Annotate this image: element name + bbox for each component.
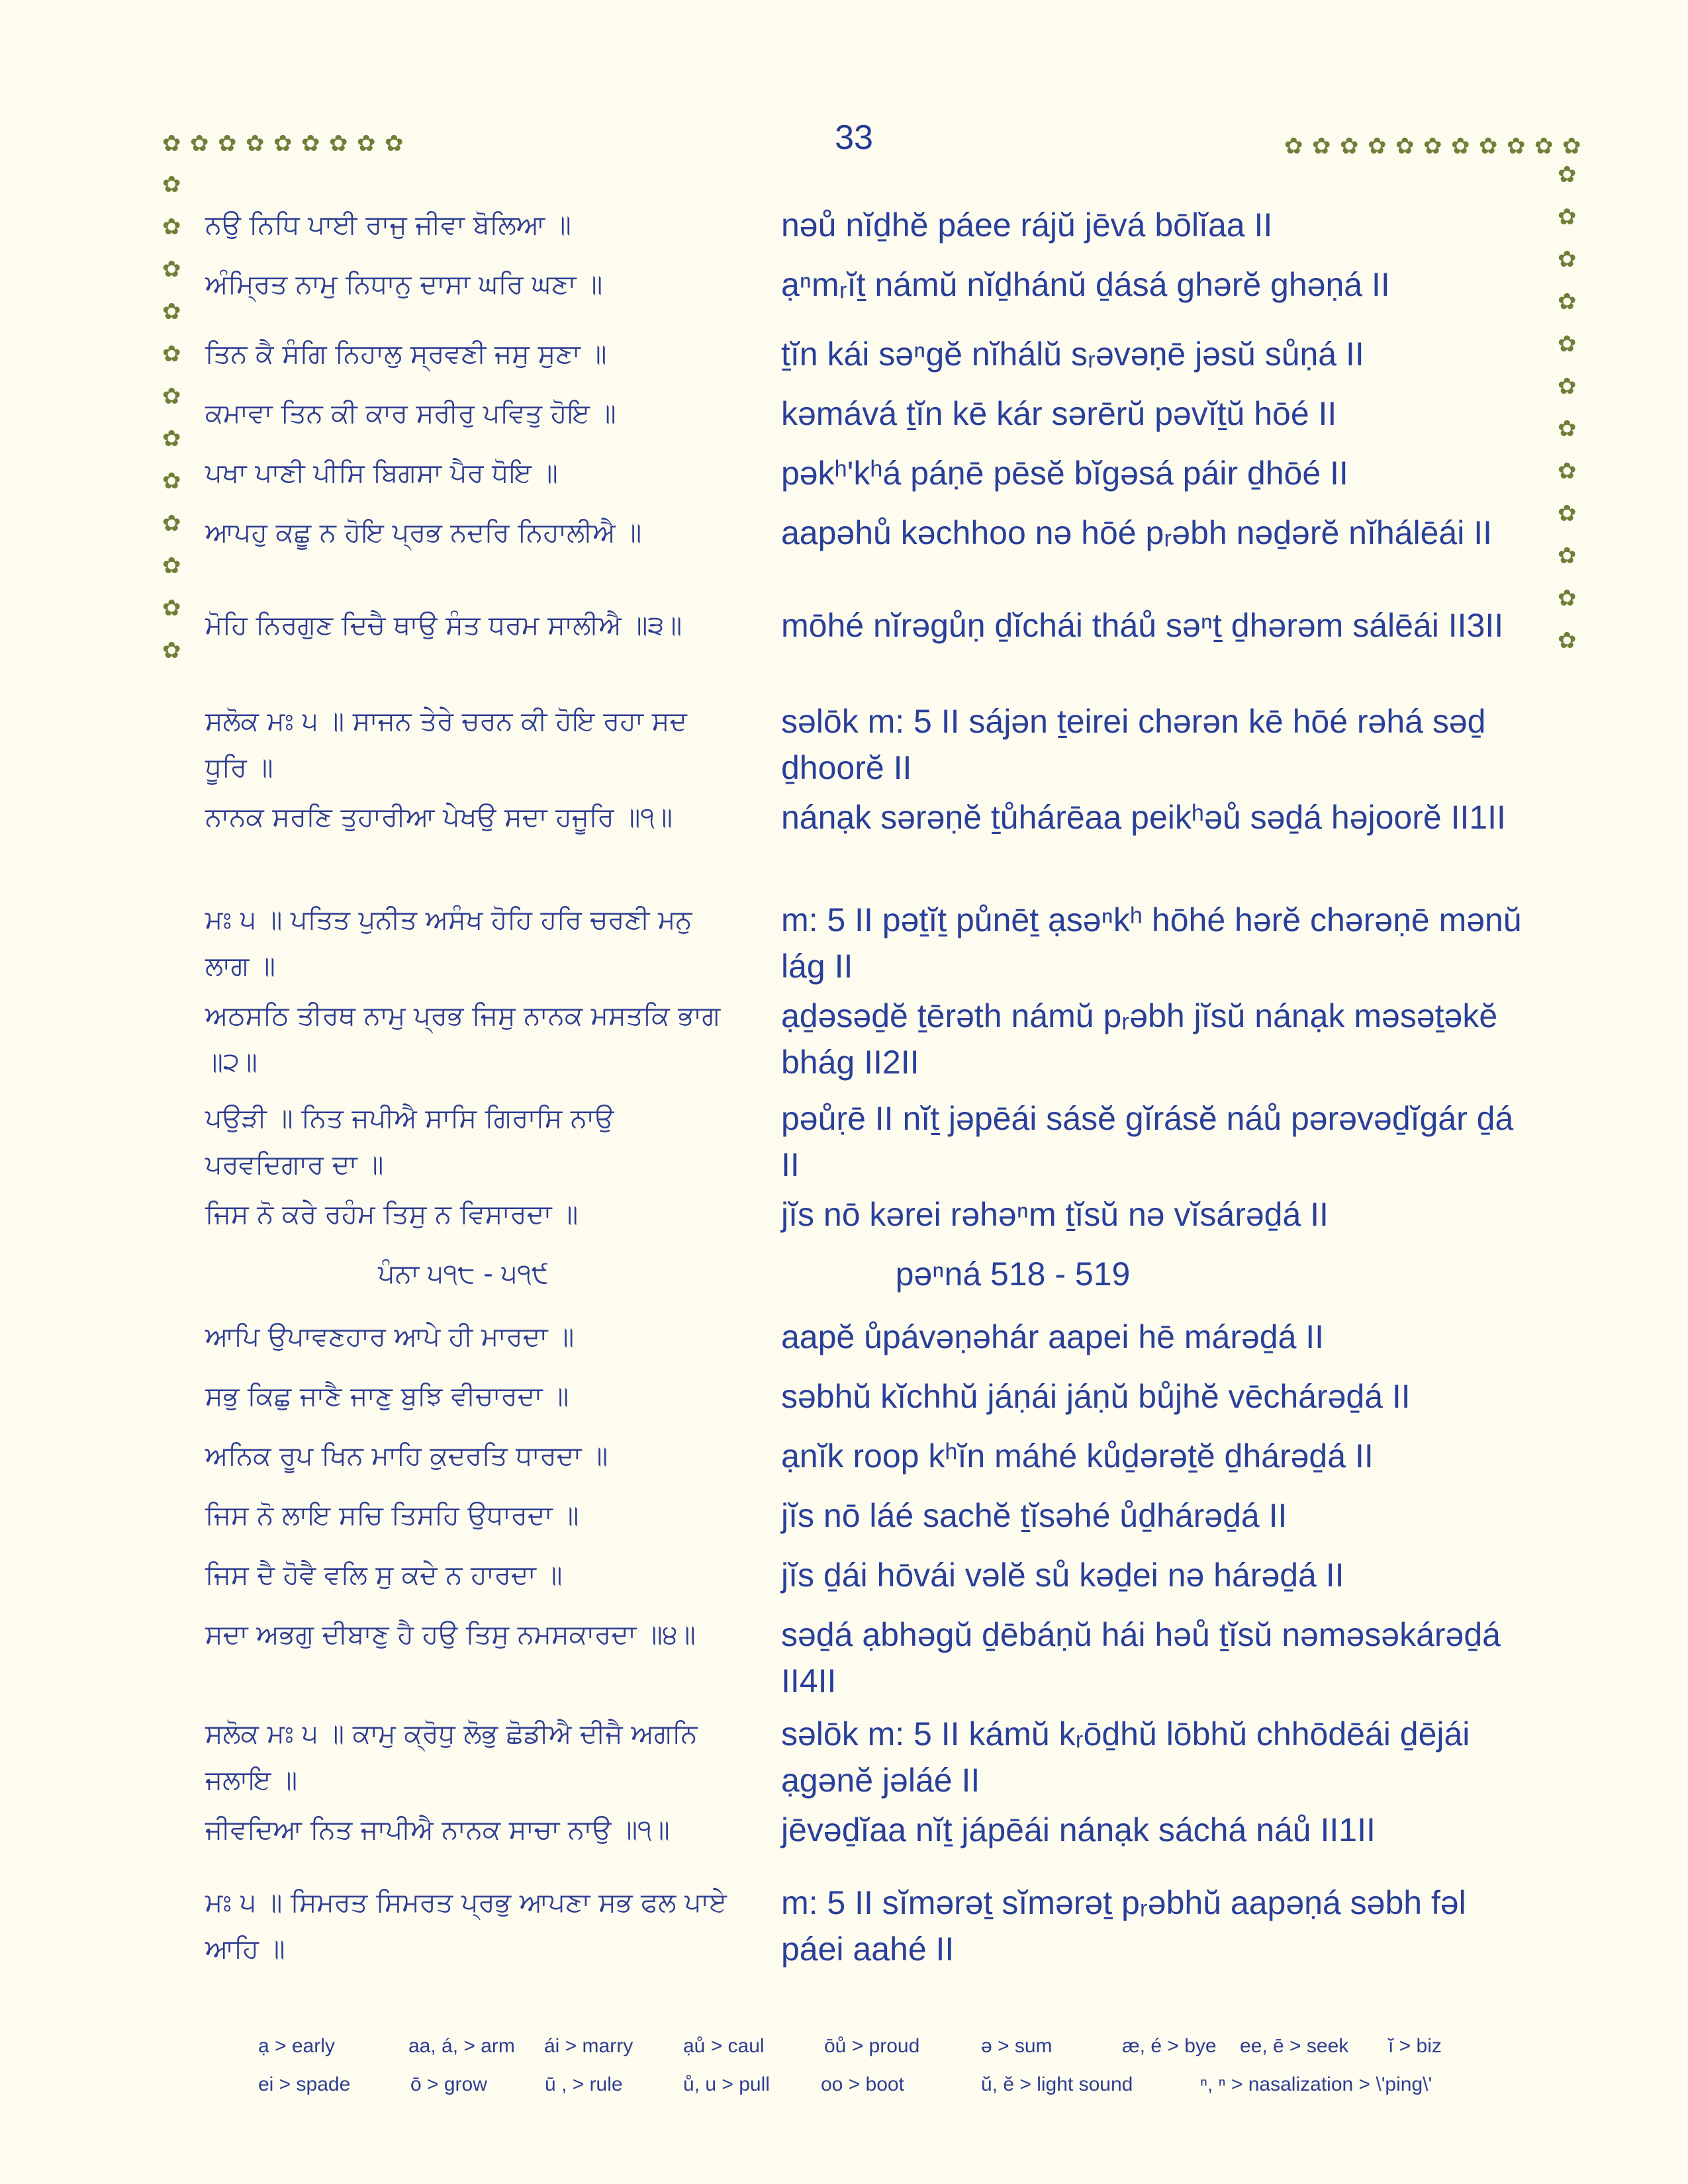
- flower-icon: ✿: [1395, 133, 1415, 159]
- gurmukhi-line: ਆਪਹੁ ਕਛੂ ਨ ਹੋਇ ਪ੍ਰਭ ਨਦਰਿ ਨਿਹਾਲੀਐ ॥: [205, 518, 642, 548]
- flower-icon: ✿: [162, 383, 181, 410]
- gurmukhi-line: ਅਠਸਠਿ ਤੀਰਥ ਨਾਮੁ ਪ੍ਰਭ ਜਿਸੁ ਨਾਨਕ ਮਸਤਕਿ ਭਾਗ ॥੨॥: [205, 1001, 721, 1077]
- flower-icon: ✿: [385, 130, 404, 157]
- transliteration-line: jĭs ḏái hōvái vəlĕ sů kəḏei nə hárəḏá II: [781, 1557, 1344, 1594]
- gurmukhi-line: ਸਦਾ ਅਭਗੁ ਦੀਬਾਣੁ ਹੈ ਹਉ ਤਿਸੁ ਨਮਸਕਾਰਦਾ ॥੪॥: [205, 1619, 696, 1650]
- legend-item: ū , > rule: [545, 2073, 623, 2095]
- transliteration-line: ạnĭk roop kʰĭn máhé kůḏərəṯĕ ḏhárəḏá II: [781, 1437, 1374, 1475]
- gurmukhi-line: ਕਮਾਵਾ ਤਿਨ ਕੀ ਕਾਰ ਸਰੀਰੁ ਪਵਿਤੁ ਹੋਇ ॥: [205, 398, 616, 429]
- gurmukhi-line: ਸਲੋਕ ਮਃ ੫ ॥ ਸਾਜਨ ਤੇਰੇ ਚਰਨ ਕੀ ਹੋਇ ਰਹਾ ਸਦ ਧੂਰਿ ॥: [205, 706, 687, 783]
- flower-icon: ✿: [1558, 627, 1577, 654]
- flower-icon: ✿: [273, 130, 293, 157]
- legend-item: ōů > proud: [824, 2035, 920, 2057]
- transliteration-line: səlōk m: 5 II kámŭ kᵣōḏhŭ lōbhŭ chhōdēái ḏējái ạgənĕ jəláé II: [781, 1715, 1470, 1799]
- flower-icon: ✿: [1312, 133, 1331, 159]
- gurmukhi-line: ਸਲੋਕ ਮਃ ੫ ॥ ਕਾਮੁ ਕ੍ਰੋਧੁ ਲੋਭੁ ਛੋਡੀਐ ਦੀਜੈ ਅਗਨਿ ਜਲਾਇ ॥: [205, 1719, 698, 1796]
- legend-item: ŭ, ĕ > light sound: [981, 2073, 1133, 2095]
- legend-item: ạ > early: [258, 2035, 335, 2057]
- flower-icon: ✿: [162, 595, 181, 621]
- gurmukhi-line: ਜੀਵਦਿਆ ਨਿਤ ਜਾਪੀਐ ਨਾਨਕ ਸਾਚਾ ਨਾਉ ॥੧॥: [205, 1815, 670, 1845]
- gurmukhi-line: ਮਃ ੫ ॥ ਸਿਮਰਤ ਸਿਮਰਤ ਪ੍ਰਭੁ ਆਪਣਾ ਸਭ ਫਲ ਪਾਏ ਆਹਿ ॥: [205, 1888, 727, 1964]
- flower-icon: ✿: [162, 341, 181, 367]
- legend-item: ĭ > biz: [1388, 2035, 1442, 2057]
- flower-icon: ✿: [1558, 161, 1577, 188]
- transliteration-line: mōhé nĭrəgůṇ ḏĭchái tháů səⁿṯ ḏhərəm sálēái II3II: [781, 607, 1504, 644]
- transliteration-line: kəmává ṯĭn kē kár sərērŭ pəvĭṯŭ hōé II: [781, 395, 1337, 432]
- flower-icon: ✿: [162, 468, 181, 494]
- legend-item: ạů > caul: [683, 2035, 765, 2057]
- flower-icon: ✿: [329, 130, 348, 157]
- transliteration-line: ạḏəsəḏĕ ṯērəth námŭ pᵣəbh jĭsŭ nánạk məsəṯəkĕ bhág II2II: [781, 997, 1498, 1081]
- gurmukhi-line: ਸਭੁ ਕਿਛੁ ਜਾਣੈ ਜਾਣੁ ਬੁਝਿ ਵੀਚਾਰਦਾ ॥: [205, 1381, 569, 1412]
- flower-icon: ✿: [1558, 331, 1577, 357]
- flower-icon: ✿: [1558, 500, 1577, 527]
- flower-icon: ✿: [162, 510, 181, 537]
- flower-icon: ✿: [1558, 543, 1577, 569]
- gurmukhi-line: ਤਿਨ ਕੈ ਸੰਗਿ ਨਿਹਾਲੁ ਸ੍ਰਵਣੀ ਜਸੁ ਸੁਣਾ ॥: [205, 339, 607, 369]
- legend-item: ō > grow: [410, 2073, 487, 2095]
- transliteration-line: səḏá ạbhəgŭ ḏēbáṇŭ hái həů ṯĭsŭ nəməsəkárəḏá II4II: [781, 1616, 1501, 1700]
- legend-item: ů, u > pull: [683, 2073, 770, 2095]
- gurmukhi-line: ਆਪਿ ਉਪਾਵਣਹਾਰ ਆਪੇ ਹੀ ਮਾਰਦਾ ॥: [205, 1322, 575, 1352]
- flower-icon: ✿: [1340, 133, 1359, 159]
- gurmukhi-line: ਜਿਸ ਦੈ ਹੋਵੈ ਵਲਿ ਸੁ ਕਦੇ ਨ ਹਾਰਦਾ ॥: [205, 1560, 563, 1590]
- transliteration-line: jĭs nō láé sachĕ ṯĭsəhé ůḏhárəḏá II: [781, 1497, 1288, 1534]
- legend-item: aa, á, > arm: [408, 2035, 515, 2057]
- transliteration-line: m: 5 II sĭmərəṯ sĭmərəṯ pᵣəbhŭ aapəṇá səbh fəl páei aahé II: [781, 1884, 1466, 1968]
- gurmukhi-line: ਮਃ ੫ ॥ ਪਤਿਤ ਪੁਨੀਤ ਅਸੰਖ ਹੋਹਿ ਹਰਿ ਚਰਣੀ ਮਨੁ ਲਾਗ ॥: [205, 905, 692, 981]
- flower-icon: ✿: [1451, 133, 1470, 159]
- flower-icon: ✿: [162, 637, 181, 664]
- legend-item: ə > sum: [981, 2035, 1053, 2057]
- flower-icon: ✿: [1507, 133, 1526, 159]
- gurmukhi-line: ਪਉੜੀ ॥ ਨਿਤ ਜਪੀਐ ਸਾਸਿ ਗਿਰਾਸਿ ਨਾਉ ਪਰਵਦਿਗਾਰ ਦਾ ॥: [205, 1103, 614, 1180]
- gurmukhi-line: ਅਨਿਕ ਰੂਪ ਖਿਨ ਮਾਹਿ ਕੁਦਰਤਿ ਧਾਰਦਾ ॥: [205, 1441, 608, 1471]
- legend-item: ee, ē > seek: [1240, 2035, 1349, 2057]
- flower-icon: ✿: [357, 130, 376, 157]
- page-range-transliteration: pəⁿná 518 - 519: [895, 1255, 1131, 1293]
- flower-icon: ✿: [1558, 416, 1577, 442]
- flower-icon: ✿: [1479, 133, 1498, 159]
- flower-icon: ✿: [1558, 289, 1577, 315]
- flower-icon: ✿: [162, 553, 181, 579]
- transliteration-line: jēvəḏĭaa nĭṯ jápēái nánạk sáchá náů II1II: [781, 1811, 1376, 1848]
- transliteration-line: jĭs nō kərei rəhəⁿm ṯĭsŭ nə vĭsárəḏá II: [781, 1196, 1329, 1233]
- transliteration-line: m: 5 II pəṯĭṯ půnēṯ ạsəⁿkʰ hōhé hərĕ chərəṇē mənŭ lág II: [781, 901, 1522, 985]
- legend-item: ái > marry: [544, 2035, 633, 2057]
- flower-icon: ✿: [246, 130, 265, 157]
- flower-icon: ✿: [218, 130, 237, 157]
- transliteration-line: səlōk m: 5 II sájən ṯeirei chərən kē hōé rəhá səḏ ḏhoorĕ II: [781, 703, 1486, 786]
- transliteration-line: nánạk sərəṇĕ ṯůhárēaa peikʰəů səḏá həjoorĕ II1II: [781, 799, 1506, 836]
- flower-icon: ✿: [162, 130, 181, 157]
- flower-icon: ✿: [1558, 246, 1577, 273]
- flower-icon: ✿: [1368, 133, 1387, 159]
- flower-icon: ✿: [1558, 458, 1577, 484]
- flower-icon: ✿: [162, 298, 181, 325]
- flower-icon: ✿: [162, 214, 181, 240]
- flower-icon: ✿: [1558, 585, 1577, 612]
- transliteration-line: ṯĭn kái səⁿgĕ nĭhálŭ sᵣəvəṇē jəsŭ sůṇá II: [781, 336, 1364, 373]
- transliteration-line: pəůṛē II nĭṯ jəpēái sásĕ gĭrásĕ náů pərəvəḏĭgár ḏá II: [781, 1100, 1514, 1183]
- flower-icon: ✿: [190, 130, 209, 157]
- transliteration-line: nəů nĭḏhĕ páee rájŭ jēvá bōlĭaa II: [781, 206, 1273, 244]
- transliteration-line: səbhŭ kĭchhŭ jáṇái jáṇŭ bůjhĕ vēchárəḏá II: [781, 1378, 1411, 1415]
- transliteration-line: pəkʰ'kʰá páṇē pēsĕ bĭgəsá páir ḏhōé II: [781, 455, 1348, 492]
- flower-icon: ✿: [1562, 133, 1581, 159]
- gurmukhi-line: ਜਿਸ ਨੋ ਲਾਇ ਸਚਿ ਤਿਸਹਿ ਉਧਾਰਦਾ ॥: [205, 1500, 579, 1531]
- flower-icon: ✿: [162, 426, 181, 452]
- flower-icon: ✿: [1534, 133, 1554, 159]
- flower-icon: ✿: [1284, 133, 1303, 159]
- legend-item: æ, é > bye: [1122, 2035, 1217, 2057]
- page-number: 33: [835, 118, 873, 157]
- flower-icon: ✿: [1423, 133, 1442, 159]
- flower-icon: ✿: [1558, 204, 1577, 230]
- gurmukhi-line: ਜਿਸ ਨੋ ਕਰੇ ਰਹੰਮ ਤਿਸੁ ਨ ਵਿਸਾਰਦਾ ॥: [205, 1199, 579, 1230]
- transliteration-line: aapəhů kəchhoo nə hōé pᵣəbh nəḏərĕ nĭhálēái II: [781, 514, 1492, 551]
- gurmukhi-line: ਮੋਹਿ ਨਿਰਗੁਣ ਦਿਚੈ ਥਾਉ ਸੰਤ ਧਰਮ ਸਾਲੀਐ ॥੩॥: [205, 610, 682, 641]
- flower-icon: ✿: [162, 256, 181, 283]
- gurmukhi-line: ਪਖਾ ਪਾਣੀ ਪੀਸਿ ਬਿਗਸਾ ਪੈਰ ਧੋਇ ॥: [205, 458, 558, 488]
- flower-icon: ✿: [162, 171, 181, 198]
- gurmukhi-line: ਨਉ ਨਿਧਿ ਪਾਈ ਰਾਜੁ ਜੀਵਾ ਬੋਲਿਆ ॥: [205, 210, 571, 240]
- transliteration-line: ạⁿmᵣĭṯ námŭ nĭḏhánŭ ḏásá ghərĕ ghəṇá II: [781, 266, 1390, 303]
- transliteration-line: aapĕ ůpávəṇəhár aapei hē márəḏá II: [781, 1318, 1325, 1355]
- gurmukhi-line: ਅੰਮ੍ਰਿਤ ਨਾਮੁ ਨਿਧਾਨੁ ਦਾਸਾ ਘਰਿ ਘਣਾ ॥: [205, 269, 603, 300]
- legend-item: oo > boot: [821, 2073, 904, 2095]
- flower-icon: ✿: [301, 130, 320, 157]
- flower-icon: ✿: [1558, 373, 1577, 400]
- gurmukhi-line: ਨਾਨਕ ਸਰਣਿ ਤੁਹਾਰੀਆ ਪੇਖਉ ਸਦਾ ਹਜੂਰਿ ॥੧॥: [205, 802, 673, 833]
- legend-item: ei > spade: [258, 2073, 351, 2095]
- legend-item: ⁿ, ⁿ > nasalization > \'ping\': [1200, 2073, 1432, 2095]
- page-range-gurmukhi: ਪੰਨਾ ੫੧੮ - ੫੧੯: [377, 1259, 549, 1289]
